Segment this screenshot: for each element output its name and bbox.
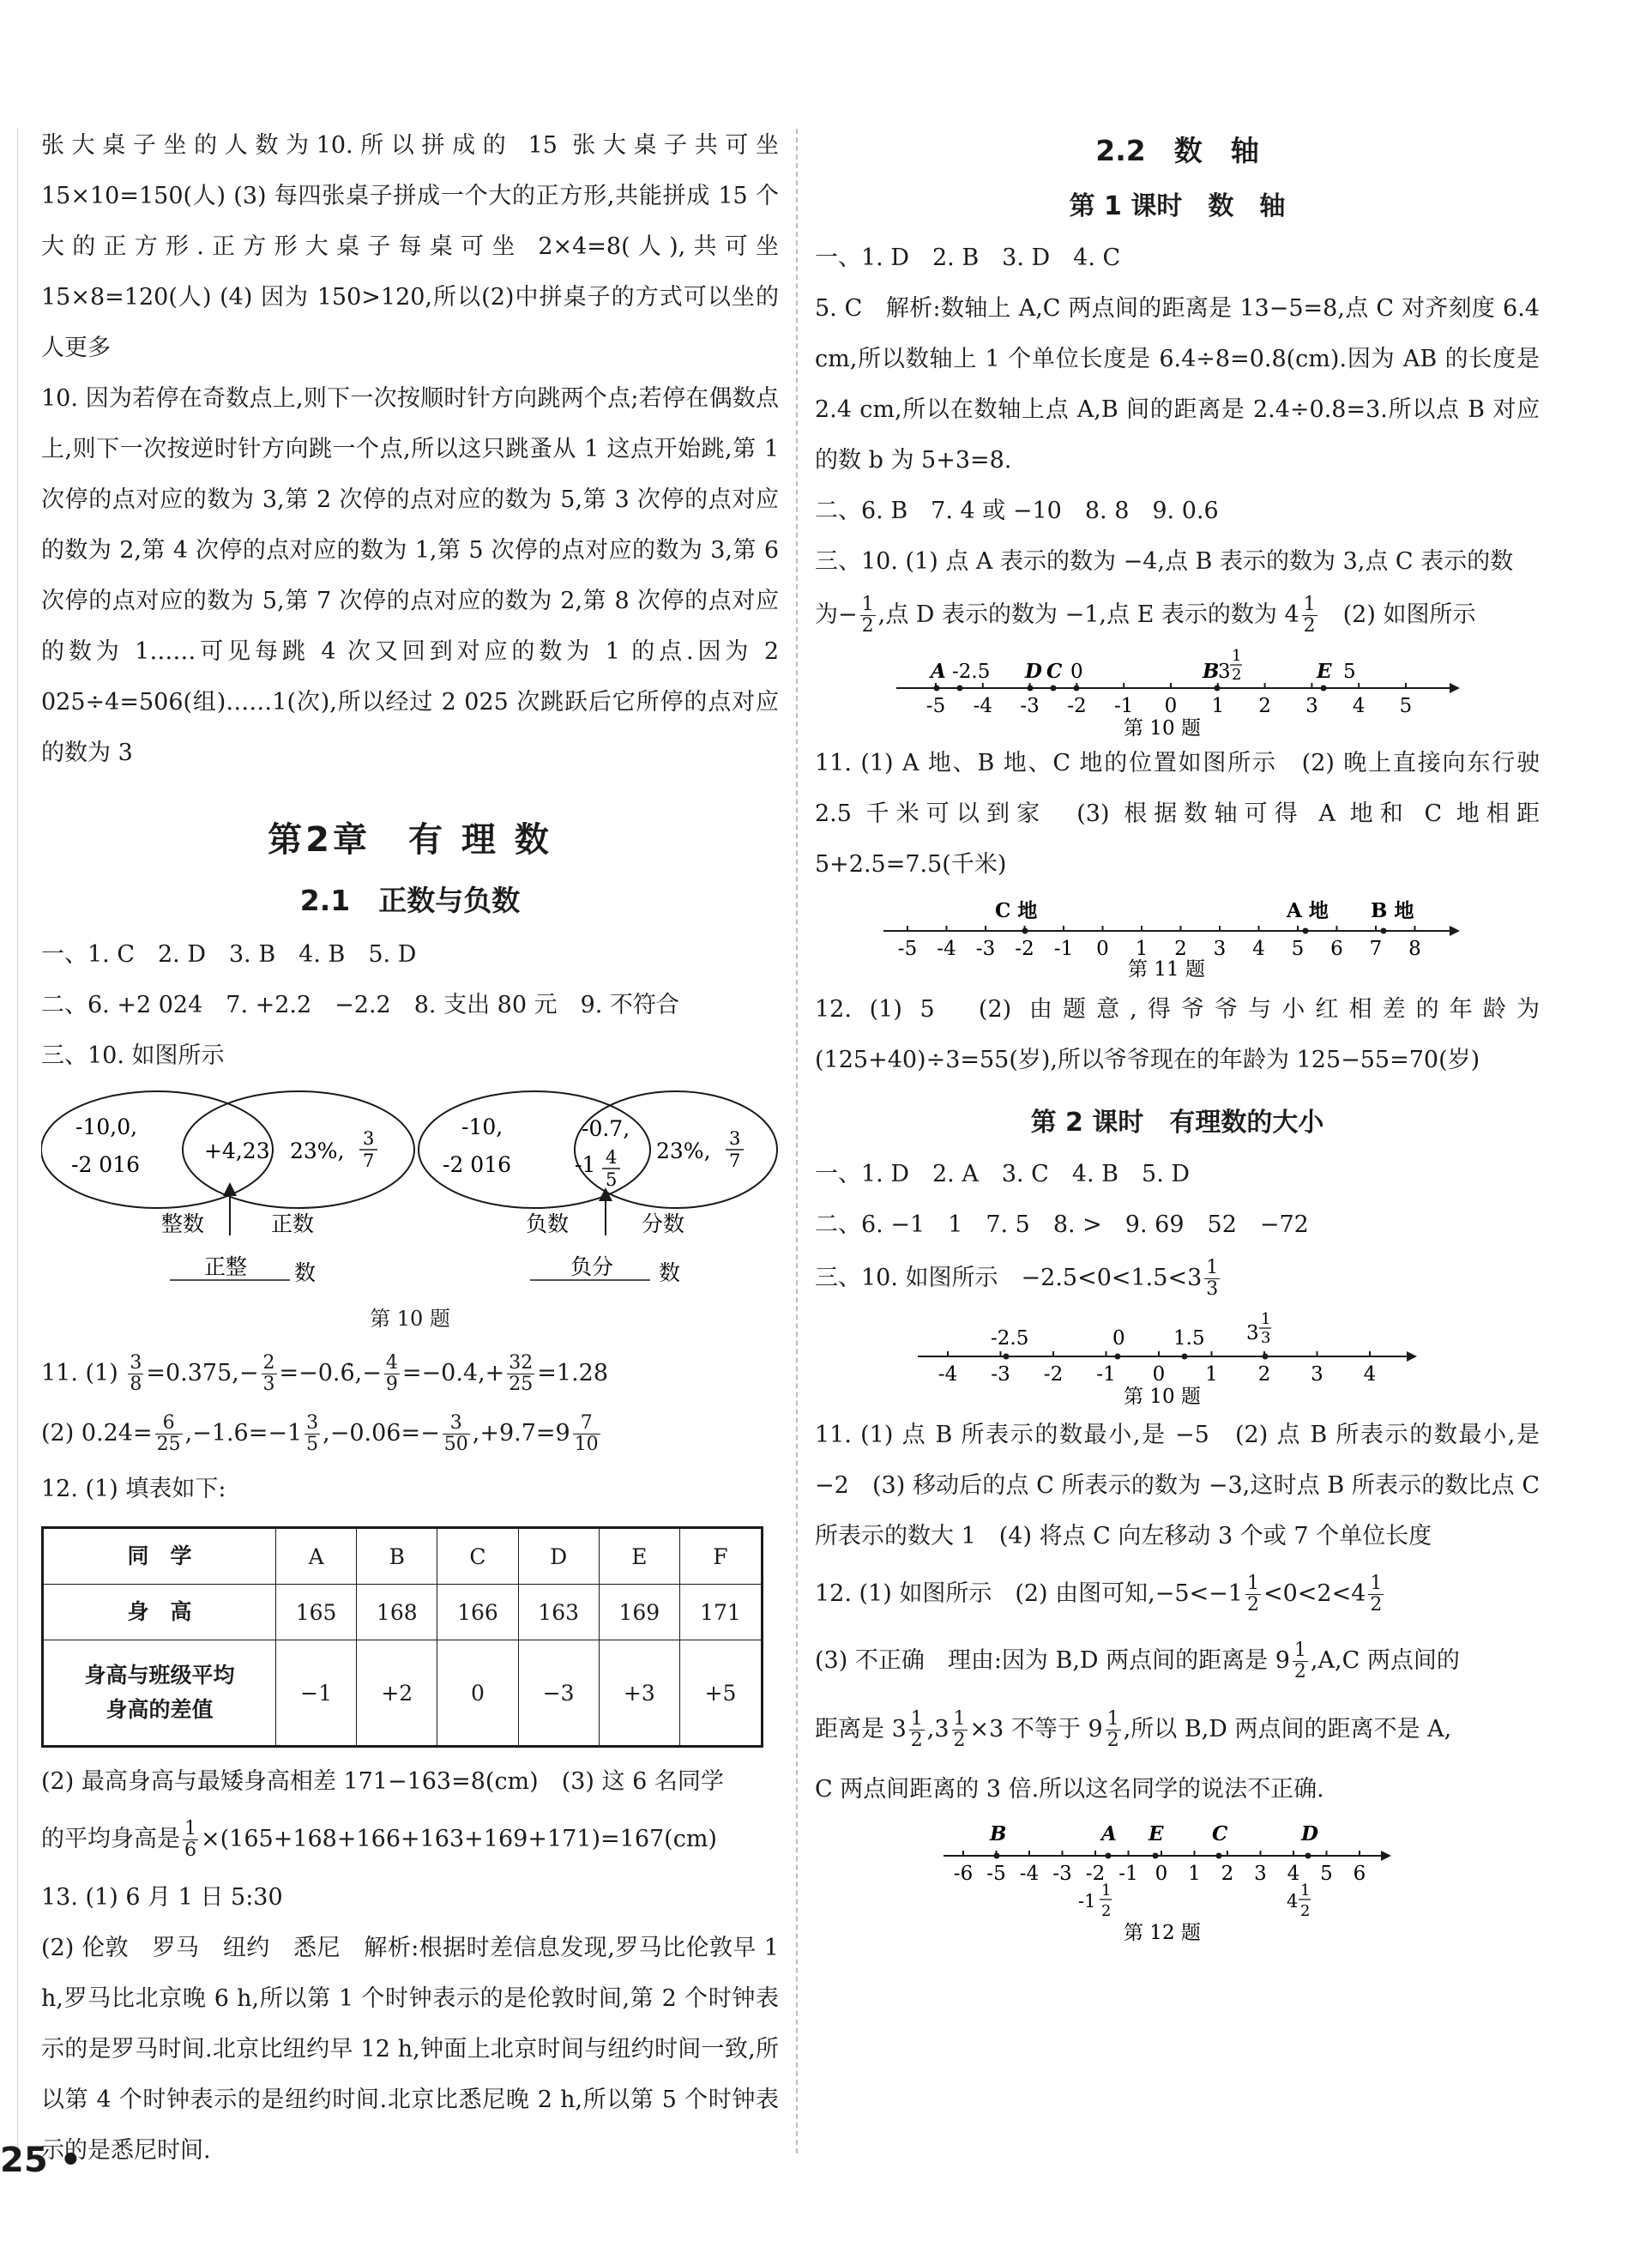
answer-13-part2: (2) 伦敦 罗马 纽约 悉尼 解析:根据时差信息发现,罗马比伦敦早 1 h,罗马比北京晚 6 h,所以第 1 个时钟表示的是伦敦时间,第 2 个时钟表示的是罗马时间.北京比纽约早 12 h,钟面上北京时间与纽约时间一致,所以第 4 个时钟表示的是纽约时间.北京比悉尼晚 2 h,所以第 5 个时钟表示的是悉尼时间. xyxy=(41,1935,779,2164)
tick-label: 4 xyxy=(1363,1363,1377,1386)
q12-text: ×3 不等于 9 xyxy=(969,1716,1103,1743)
tick-label: -2 xyxy=(1085,1863,1106,1885)
tick-label: 1 xyxy=(1211,695,1225,717)
label-right-num: 1 xyxy=(1300,1881,1311,1900)
fraction xyxy=(128,1353,143,1395)
table-row xyxy=(43,1640,763,1747)
tick-label: 5 xyxy=(1320,1863,1333,1885)
tick-label: -2 xyxy=(1067,695,1087,717)
axis-arrow xyxy=(1450,683,1460,693)
venn-left-suffix: 数 xyxy=(294,1260,317,1285)
venn-caption: 第 10 题 xyxy=(370,1307,450,1331)
frac-num: 7 xyxy=(573,1413,600,1435)
frac-num: 2 xyxy=(262,1352,275,1374)
table-cell: 0 xyxy=(437,1640,518,1747)
table-cell: +2 xyxy=(357,1640,437,1747)
table-row xyxy=(43,1528,763,1585)
answer-13-part1: 13. (1) 6 月 1 日 5:30 xyxy=(41,1884,283,1911)
q10-text: 为− xyxy=(815,601,858,628)
venn-right-lbl2: 分数 xyxy=(642,1211,685,1236)
left-margin-rule xyxy=(17,129,18,2153)
q11-text: =0.375,− xyxy=(146,1360,259,1386)
frac-num: 1 xyxy=(910,1708,923,1730)
frac-den: 2 xyxy=(1303,615,1316,637)
frac-den: 3 xyxy=(262,1374,275,1395)
answer-11-part2 xyxy=(41,1404,779,1464)
tick-label: 2 xyxy=(1258,695,1271,717)
page-number: 25 • xyxy=(0,2141,82,2180)
tick-label: -4 xyxy=(937,938,956,960)
frac-num: 1 xyxy=(861,594,874,615)
tick-label: 1 xyxy=(1135,938,1149,960)
label-zero: 0 xyxy=(1070,661,1083,683)
q11-text: ,+9.7=9 xyxy=(472,1420,570,1447)
caption: 第 11 题 xyxy=(1128,958,1205,981)
tick-label: 3 xyxy=(1305,695,1318,717)
point-A xyxy=(1303,928,1309,934)
frac-num: 1 xyxy=(1293,1640,1306,1661)
label-left-den: 2 xyxy=(1101,1902,1112,1920)
tick-label: -1 xyxy=(1096,1363,1116,1386)
label-D: D xyxy=(1301,1822,1318,1845)
answer-11: 11. (1) 点 B 所表示的数最小,是 −5 (2) 点 B 所表示的数最小,是 −2 (3) 移动后的点 C 所表示的数为 −3,这时点 B 所表示的数比点 C 所表示的数大 1 (4) 将点 C 向左移动 3 个或 7 个单位长度 xyxy=(815,1422,1540,1549)
frac-num: 3 xyxy=(306,1412,319,1434)
axis-arrow xyxy=(1407,1351,1417,1362)
q11-text: =−0.6̇,− xyxy=(279,1360,382,1386)
tick-label: -6 xyxy=(953,1863,974,1885)
continued-answer: 张大桌子坐的人数为10.所以拼成的 15 张大桌子共可坐 15×10=150(人) (3) 每四张桌子拼成一个大的正方形,共能拼成 15 个大的正方形.正方形大桌子每桌可坐 2×4=8(人),共可坐 15×8=120(人) (4) 因为 150>120,所以(2)中拼桌子的方式可以坐的人更多 xyxy=(41,132,779,361)
frac-den: 2 xyxy=(953,1730,966,1751)
label-A: A xyxy=(1101,1822,1117,1845)
fraction xyxy=(909,1709,925,1751)
axis-arrow xyxy=(1381,1851,1391,1861)
answer-10-a: 三、10. (1) 点 A 表示的数为 −4,点 B 表示的数为 3,点 C 表示的数 xyxy=(815,548,1514,575)
fraction xyxy=(384,1353,400,1395)
table-cell: 171 xyxy=(679,1585,762,1640)
venn-right-a: -10, xyxy=(461,1114,503,1139)
number-line-4 xyxy=(815,1815,1540,1943)
answer-12-rest: (2) 最高身高与最矮身高相差 171−163=8(cm) (3) 这 6 名同学 xyxy=(41,1768,724,1795)
part-one-answers: 一、1. C 2. D 3. B 4. B 5. D xyxy=(41,941,417,968)
tick-label: -3 xyxy=(975,938,996,960)
label-C: C 地 xyxy=(995,899,1038,922)
frac-num: 1 xyxy=(1247,1573,1259,1594)
venn-right-mid1: -0.7, xyxy=(582,1116,630,1141)
caption: 第 12 题 xyxy=(1124,1922,1201,1943)
tick-label: 2 xyxy=(1221,1863,1234,1885)
label-B: B 地 xyxy=(1371,899,1414,922)
venn-left-mid: +4,23 xyxy=(204,1139,270,1163)
frac-num: 1 xyxy=(184,1818,196,1839)
frac-den: 2 xyxy=(1370,1594,1383,1616)
tick-label: 0 xyxy=(1096,938,1109,960)
q12-text: 距离是 3 xyxy=(815,1716,907,1743)
axis-arrow xyxy=(1450,926,1460,936)
table-row xyxy=(43,1585,763,1640)
frac-den: 2 xyxy=(1247,1594,1259,1616)
table-header-cell: D xyxy=(518,1528,599,1585)
part-two-answers: 二、6. B 7. 4 或 −10 8. 8 9. 0.6 xyxy=(815,498,1219,524)
chapter-title: 第2章 有 理 数 xyxy=(268,820,552,860)
venn-right-c: 23%, xyxy=(656,1139,711,1163)
answer-10-b xyxy=(815,587,1540,643)
venn-diagrams xyxy=(41,1081,779,1304)
point-zero xyxy=(1115,1354,1121,1360)
tick-label: 1 xyxy=(1205,1363,1218,1386)
frac-den: 25 xyxy=(509,1374,534,1395)
frac-den: 50 xyxy=(443,1434,468,1455)
table-cell: 身 高 xyxy=(43,1585,276,1640)
tick-label: 1 xyxy=(1188,1863,1201,1885)
frac-den: 3 xyxy=(1206,1278,1219,1300)
table-header-cell: 同 学 xyxy=(43,1528,276,1585)
venn-left-fd: 7 xyxy=(363,1151,375,1171)
part-one-answers: 一、1. D 2. A 3. C 4. B 5. D xyxy=(815,1161,1191,1187)
frac-num: 1 xyxy=(1206,1257,1219,1278)
point-A xyxy=(1106,1853,1112,1859)
frac-den: 2 xyxy=(1106,1730,1119,1751)
q12-text: ,3 xyxy=(926,1716,950,1743)
table-header-cell: B xyxy=(357,1528,437,1585)
part-two-answers: 二、6. −1 1 7. 5 8. > 9. 69 52 −72 xyxy=(815,1211,1309,1238)
venn-left-a: -10,0, xyxy=(75,1114,138,1139)
tick-label: 0 xyxy=(1155,1863,1168,1885)
fraction xyxy=(573,1413,600,1455)
venn-right-md: 5 xyxy=(606,1169,618,1190)
lesson-title: 第 2 课时 有理数的大小 xyxy=(1030,1108,1324,1138)
answer-10 xyxy=(815,1250,1540,1307)
frac-den: 2 xyxy=(910,1730,923,1751)
q10-text: ,点 D 表示的数为 −1,点 E 表示的数为 4 xyxy=(877,601,1299,628)
tick-label: 3 xyxy=(1213,938,1227,960)
label-B-whole: 3 xyxy=(1218,661,1231,683)
venn-right-mn: 4 xyxy=(606,1147,618,1168)
tick-label: -2 xyxy=(1043,1363,1064,1386)
tick-label: -1 xyxy=(1113,695,1134,717)
fraction xyxy=(1204,1258,1220,1300)
q12-text: <0<2<4 xyxy=(1263,1580,1366,1607)
label-m25: -2.5 xyxy=(952,661,991,683)
label-A: A 地 xyxy=(1287,899,1329,922)
tick-label: -3 xyxy=(991,1363,1010,1386)
point-D xyxy=(1028,686,1034,692)
part-two-answers: 二、6. +2 024 7. +2.2 −2.2 8. 支出 80 元 9. 不符合 xyxy=(41,992,679,1018)
answer-5: 5. C 解析:数轴上 A,C 两点间的距离是 13−5=8,点 C 对齐刻度 6.4 cm,所以数轴上 1 个单位长度是 6.4÷8=0.8(cm).因为 AB 的长度是 2.4 cm,所以在数轴上点 A,B 间的距离是 2.4÷0.8=3.所以点 B 对应的数 b 为 5+3=8. xyxy=(815,295,1540,474)
frac-num: 32 xyxy=(509,1352,534,1374)
table-cell: +5 xyxy=(679,1640,762,1747)
point-B xyxy=(1215,686,1221,692)
label-E: E xyxy=(1317,660,1332,683)
frac-den: 5 xyxy=(306,1434,319,1455)
point-B xyxy=(994,1853,1000,1859)
tick-label: 8 xyxy=(1408,938,1421,960)
fraction xyxy=(1302,595,1317,637)
section-title: 2.2 数 轴 xyxy=(1095,134,1259,167)
number-line-2 xyxy=(815,890,1540,984)
label-left-num: 1 xyxy=(1101,1881,1112,1900)
label-five: 5 xyxy=(1343,661,1356,683)
answer-10: 10. 因为若停在奇数点上,则下一次按顺时针方向跳两个点;若停在偶数点上,则下一次按逆时针方向跳一个点,所以这只跳蚤从 1 这点开始跳,第 1 次停的点对应的数为 3,第 2 次停的点对应的数为 5,第 3 次停的点对应的数为 2,第 4 次停的点对应的数为 1,第 5 次停的点对应的数为 3,第 6 次停的点对应的数为 5,第 7 次停的点对应的数为 2,第 8 次停的点对应的数为 1……可见每跳 4 次又回到对应的数为 1 的点.因为 2 025÷4=506(组)……1(次),所以经过 2 025 次跳跃后它所停的点对应的数为 3 xyxy=(41,385,779,766)
answer-12-a xyxy=(815,1561,1540,1627)
venn-right-mid2: -1 xyxy=(575,1152,596,1177)
tick-label: -4 xyxy=(1019,1863,1040,1885)
frac-den: 8 xyxy=(130,1374,142,1395)
q11-text: =−0.4̇,+ xyxy=(401,1360,505,1386)
frac-den: 2 xyxy=(1293,1661,1306,1682)
fraction xyxy=(304,1413,320,1455)
point-C xyxy=(1051,686,1057,692)
label-right-den: 2 xyxy=(1300,1902,1311,1920)
frac-num: 4 xyxy=(385,1352,398,1374)
q11-text: (2) 0.24= xyxy=(41,1420,153,1447)
point-A xyxy=(934,686,940,692)
venn-right-fd: 7 xyxy=(729,1151,741,1171)
answer-11-part1 xyxy=(41,1344,779,1404)
tick-label: -5 xyxy=(925,695,946,717)
tick-label: -1 xyxy=(1118,1863,1138,1885)
answer-12-d: C 两点间距离的 3 倍.所以这名同学的说法不正确. xyxy=(815,1776,1324,1803)
tick-label: 5 xyxy=(1399,695,1413,717)
tick-label: 3 xyxy=(1311,1363,1323,1386)
table-header-cell: A xyxy=(276,1528,357,1585)
part-three-q10: 三、10. 如图所示 xyxy=(41,1042,225,1069)
frac-den: 2 xyxy=(861,615,874,637)
point-E xyxy=(1321,686,1327,692)
frac-num: 1 xyxy=(953,1708,966,1730)
venn-right-b: -2 016 xyxy=(443,1152,512,1177)
venn-left-b: -2 016 xyxy=(71,1152,141,1177)
frac-den: 25 xyxy=(156,1434,181,1455)
answer-11: 11. (1) A 地、B 地、C 地的位置如图所示 (2) 晚上直接向东行驶 2.5 千米可以到家 (3) 根据数轴可得 A 地和 C 地相距 5+2.5=7.5(千米) xyxy=(815,750,1540,878)
point-w xyxy=(1263,1354,1269,1360)
tick-label: -4 xyxy=(938,1363,958,1386)
q11-text: =1.28 xyxy=(537,1360,609,1386)
caption: 第 10 题 xyxy=(1124,717,1201,738)
part-one-answers: 一、1. D 2. B 3. D 4. C xyxy=(815,245,1121,271)
point-C xyxy=(1216,1853,1222,1859)
label-C: C xyxy=(1212,1822,1228,1845)
point-p15 xyxy=(1182,1354,1188,1360)
frac-num: 3 xyxy=(130,1352,142,1374)
venn-right-bottom: 负分 xyxy=(570,1254,614,1279)
lesson-title: 第 1 课时 数 轴 xyxy=(1069,191,1286,221)
label-d: 3 xyxy=(1261,1329,1271,1347)
table-cell: 168 xyxy=(357,1585,437,1640)
frac-num: 1 xyxy=(1303,594,1316,615)
label-B: B xyxy=(1203,660,1220,683)
label-zero: 0 xyxy=(1112,1327,1125,1350)
point-zero xyxy=(1074,686,1080,692)
q12-text: 的平均身高是 xyxy=(41,1826,180,1852)
table-cell: 165 xyxy=(276,1585,357,1640)
q12-text: 12. (1) 如图所示 (2) 由图可知,−5<−1 xyxy=(815,1580,1243,1607)
answer-12-b xyxy=(815,1627,1540,1695)
table-cell: 169 xyxy=(599,1585,679,1640)
answer-12: 12. (1) 5 (2) 由题意,得爷爷与小红相差的年龄为(125+40)÷3=55(岁),所以爷爷现在的年龄为 125−55=70(岁) xyxy=(815,996,1540,1073)
q12-text: ,A,C 两点间的 xyxy=(1310,1647,1460,1674)
table-cell: −3 xyxy=(518,1640,599,1747)
fraction xyxy=(262,1353,277,1395)
tick-label: -1 xyxy=(1053,938,1074,960)
tick-label: 4 xyxy=(1287,1863,1300,1885)
frac-den: 10 xyxy=(574,1434,599,1455)
point-m25 xyxy=(1004,1354,1010,1360)
frac-num: 3 xyxy=(443,1413,470,1435)
label-m25: -2.5 xyxy=(991,1327,1029,1350)
tick-label: 6 xyxy=(1330,938,1343,960)
venn-left-c: 23%, xyxy=(290,1139,345,1163)
label-A: A xyxy=(931,660,946,683)
tick-label: 7 xyxy=(1369,938,1383,960)
label-B-num: 1 xyxy=(1232,647,1242,665)
fraction xyxy=(1106,1709,1121,1751)
answer-12-average xyxy=(41,1807,779,1872)
venn-left-bottom: 正整 xyxy=(204,1254,248,1279)
tick-label: 4 xyxy=(1252,938,1265,960)
tick-label: -3 xyxy=(1052,1863,1072,1885)
label-w: 3 xyxy=(1246,1322,1259,1344)
fraction xyxy=(183,1819,198,1861)
left-column xyxy=(41,120,779,2176)
number-line-3 xyxy=(815,1307,1540,1410)
point-C xyxy=(1022,928,1028,934)
venn-left-lbl2: 正数 xyxy=(271,1211,315,1236)
q11-text: ,−1.6=−1 xyxy=(184,1420,303,1447)
column-divider xyxy=(796,129,798,2153)
point-B xyxy=(1381,928,1387,934)
fraction xyxy=(1368,1573,1384,1616)
q11-text: ,−0.06=− xyxy=(323,1420,440,1447)
right-column xyxy=(815,120,1540,1943)
tick-label: 0 xyxy=(1164,695,1178,717)
q10-text: (2) 如图所示 xyxy=(1319,601,1476,628)
tick-label: -4 xyxy=(973,695,993,717)
table-header-cell: E xyxy=(599,1528,679,1585)
label-left-whole: -1 xyxy=(1078,1891,1096,1912)
answer-12-c xyxy=(815,1695,1540,1764)
frac-num: 6 xyxy=(155,1413,183,1435)
frac-den: 6 xyxy=(184,1839,196,1861)
tick-label: 2 xyxy=(1257,1363,1271,1386)
table-cell: +3 xyxy=(599,1640,679,1747)
tick-label: -5 xyxy=(897,938,918,960)
point-m25 xyxy=(957,686,963,692)
q10-text: 三、10. 如图所示 −2.5<0<1.5<3 xyxy=(815,1265,1203,1291)
table-cell xyxy=(43,1640,276,1747)
table-label-line: 身高与班级平均 xyxy=(84,1663,235,1688)
q12-text: ×(165+168+166+163+169+171)=167(cm) xyxy=(201,1826,717,1852)
fraction xyxy=(1245,1573,1261,1616)
table-cell: −1 xyxy=(276,1640,357,1747)
label-B: B xyxy=(990,1822,1007,1845)
venn-right-lbl1: 负数 xyxy=(526,1211,570,1236)
label-C: C xyxy=(1046,660,1063,683)
label-n: 1 xyxy=(1261,1310,1271,1328)
fraction xyxy=(1293,1640,1308,1682)
section-title: 2.1 正数与负数 xyxy=(299,884,521,917)
label-right-whole: 4 xyxy=(1287,1891,1299,1912)
tick-label: -2 xyxy=(1015,938,1034,960)
answer-12-intro: 12. (1) 填表如下: xyxy=(41,1476,226,1502)
venn-left-fn: 3 xyxy=(363,1128,375,1149)
fraction xyxy=(860,595,876,637)
label-p15: 1.5 xyxy=(1173,1327,1205,1350)
venn-right-fn: 3 xyxy=(729,1128,741,1149)
tick-label: 0 xyxy=(1152,1363,1166,1386)
q12-text: ,所以 B,D 两点间的距离不是 A, xyxy=(1123,1716,1452,1743)
venn-right-suffix: 数 xyxy=(659,1260,681,1285)
tick-label: 5 xyxy=(1291,938,1305,960)
tick-label: 6 xyxy=(1353,1863,1366,1885)
point-E xyxy=(1153,1853,1159,1859)
table-header-cell: F xyxy=(679,1528,762,1585)
table-cell: 163 xyxy=(518,1585,599,1640)
tick-label: 3 xyxy=(1254,1863,1267,1885)
venn-left-arrowhead xyxy=(223,1182,237,1196)
fraction xyxy=(443,1413,470,1455)
height-table xyxy=(41,1526,763,1748)
caption: 第 10 题 xyxy=(1124,1386,1201,1408)
label-D: D xyxy=(1025,660,1042,683)
frac-den: 9 xyxy=(385,1374,398,1395)
point-D xyxy=(1305,1853,1311,1859)
label-B-den: 2 xyxy=(1232,666,1242,684)
frac-num: 1 xyxy=(1106,1708,1119,1730)
label-E: E xyxy=(1149,1822,1164,1845)
frac-num: 1 xyxy=(1370,1573,1383,1594)
venn-left-lbl1: 整数 xyxy=(161,1211,205,1236)
tick-label: -3 xyxy=(1020,695,1040,717)
table-cell: 166 xyxy=(437,1585,518,1640)
fraction xyxy=(952,1709,968,1751)
q11-label: 11. (1) xyxy=(41,1360,118,1386)
tick-label: 4 xyxy=(1352,695,1366,717)
number-line-1 xyxy=(815,643,1540,738)
table-header-cell: C xyxy=(437,1528,518,1585)
tick-label: 2 xyxy=(1174,938,1187,960)
fraction xyxy=(507,1353,534,1395)
fraction xyxy=(155,1413,183,1455)
tick-label: -5 xyxy=(986,1863,1006,1885)
table-label-line: 身高的差值 xyxy=(106,1697,214,1722)
q12-text: (3) 不正确 理由:因为 B,D 两点间的距离是 9 xyxy=(815,1647,1290,1674)
